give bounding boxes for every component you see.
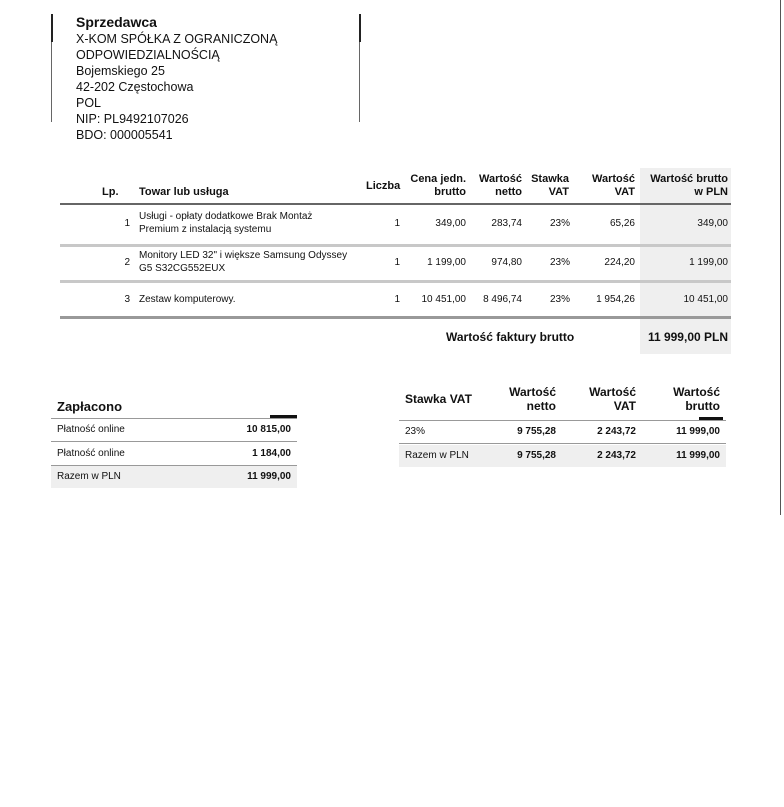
row-vat-value: 65,26 [609,218,635,229]
header-wartosc-vat [580,173,635,199]
header-stawka-line2: VAT [548,186,569,198]
vat-header-gross-line1: Wartość [673,385,720,399]
vat-total-row [399,445,726,467]
table-row [60,283,731,317]
header-netto-line2: netto [495,186,522,198]
paid-row [51,443,297,465]
seller-title: Sprzedawca [76,14,157,30]
row-vat-rate: 23% [549,257,570,268]
header-liczba: Liczba [366,180,401,192]
header-cena-line1: Cena jedn. [410,173,466,185]
page-right-edge [780,0,781,515]
row-name-line2: Premium z instalacją systemu [139,224,272,235]
row-net: 283,74 [491,218,522,229]
header-brutto-line2: w PLN [694,186,728,198]
seller-name-line1: X-KOM SPÓŁKA Z OGRANICZONĄ [76,32,278,46]
table-row [60,208,731,242]
vat-total-gross: 11 999,00 [676,450,720,461]
header-netto [472,173,522,199]
row-unit-price: 1 199,00 [427,257,466,268]
row-unit-price: 349,00 [435,218,466,229]
header-netto-line1: Wartość [479,173,522,185]
table-row [60,247,731,281]
seller-left-bar-thin [51,42,52,122]
row-vat-rate: 23% [549,218,570,229]
paid-title: Zapłacono [57,399,123,414]
paid-row-value: 1 184,00 [252,448,291,459]
paid-total-row [51,466,297,488]
items-table [60,168,731,305]
paid-row [51,419,297,441]
paid-row-label: Płatność online [57,448,125,459]
row-unit-price: 10 451,00 [421,294,466,305]
row-name [139,210,364,236]
vat-row-gross: 11 999,00 [676,426,720,437]
row-name [139,293,364,306]
vat-header-net-line2: netto [526,399,556,413]
seller-country: POL [76,96,102,110]
row-qty: 1 [394,294,400,305]
row-name-line1: Usługi - opłaty dodatkowe Brak Montaż [139,211,313,222]
row-net: 8 496,74 [483,294,522,305]
header-brutto [642,173,728,199]
invoice-total-label: Wartość faktury brutto [446,330,575,344]
header-lp: Lp. [102,186,119,198]
header-brutto-line1: Wartość brutto [650,173,728,185]
header-stawka [527,173,569,199]
row-qty: 1 [394,257,400,268]
vat-total-vat: 2 243,72 [597,450,636,461]
header-rule [60,203,731,205]
header-cena-line2: brutto [434,186,466,198]
seller-name-line2: ODPOWIEDZIALNOŚCIĄ [76,48,220,62]
paid-divider [51,441,297,442]
header-wvat-line2: VAT [614,186,635,198]
vat-header-gross [661,385,720,413]
vat-header-rate: Stawka VAT [405,392,472,406]
seller-bdo: BDO: 000005541 [76,128,173,142]
paid-total-label: Razem w PLN [57,471,121,482]
vat-header-net [499,385,556,413]
row-lp: 3 [124,294,130,305]
seller-block [76,13,356,143]
vat-row-rate: 23% [405,426,426,437]
vat-header-vat-line1: Wartość [589,385,636,399]
seller-street: Bojemskiego 25 [76,64,165,78]
row-name-line1: Zestaw komputerowy. [139,294,236,305]
vat-header-gross-line2: brutto [685,399,720,413]
paid-row-label: Płatność online [57,424,125,435]
vat-row-net: 9 755,28 [517,426,556,437]
row-name-line1: Monitory LED 32" i większe Samsung Odyssey [139,250,348,261]
vat-header-vat-line2: VAT [613,399,636,413]
seller-nip: NIP: PL9492107026 [76,112,189,126]
seller-left-bar [51,14,53,42]
items-table-header [60,168,731,204]
vat-row [399,421,726,443]
table-bottom-rule [60,316,731,319]
row-name [139,249,364,275]
invoice-total-value: 11 999,00 PLN [647,330,728,344]
vat-divider [399,443,726,444]
header-towar: Towar lub usługa [139,186,229,198]
header-stawka-line1: Stawka [531,173,569,185]
row-vat-value: 1 954,26 [596,294,635,305]
row-name-line2: G5 S32CG552EUX [139,263,226,274]
header-cena [402,173,466,199]
paid-total-value: 11 999,00 [247,471,291,482]
row-gross: 1 199,00 [689,257,728,268]
row-vat-value: 224,20 [604,257,635,268]
vat-total-rate: Razem w PLN [405,450,469,461]
row-lp: 1 [124,218,130,229]
seller-right-bar [359,14,361,42]
vat-header-net-line1: Wartość [509,385,556,399]
row-qty: 1 [394,218,400,229]
row-gross: 10 451,00 [683,294,728,305]
vat-total-net: 9 755,28 [517,450,556,461]
row-gross: 349,00 [697,218,728,229]
seller-city: 42-202 Częstochowa [76,80,194,94]
row-lp: 2 [124,257,130,268]
row-vat-rate: 23% [549,294,570,305]
vat-header-vat [579,385,636,413]
paid-row-value: 10 815,00 [246,424,291,435]
row-net: 974,80 [491,257,522,268]
vat-row-vat: 2 243,72 [597,426,636,437]
header-wvat-line1: Wartość [592,173,635,185]
seller-right-bar-thin [359,42,360,122]
